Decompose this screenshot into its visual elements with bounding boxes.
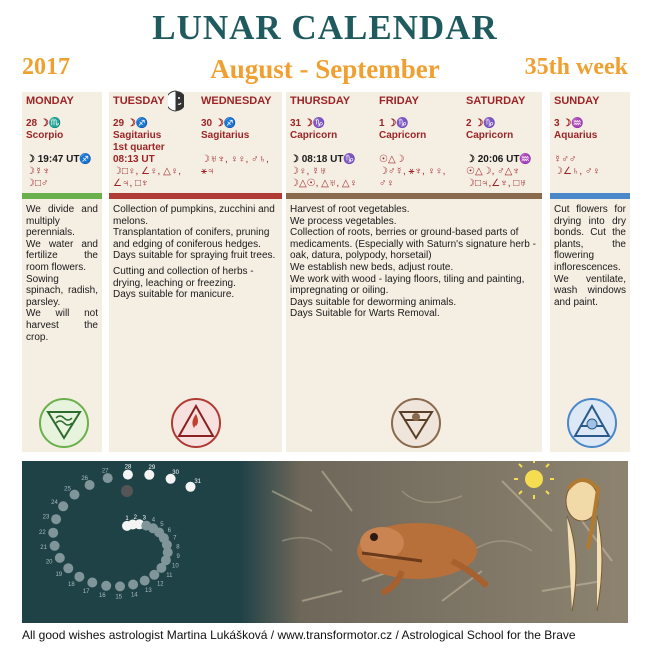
moon-phase-dot xyxy=(51,514,61,524)
moon-day-number: 30 xyxy=(172,469,179,476)
date-monday: 28 ☽♏ Scorpio xyxy=(26,118,64,141)
element-bar-fire xyxy=(109,193,282,199)
element-bar-earth xyxy=(286,193,542,199)
earth-element-icon xyxy=(391,398,441,448)
moon-day-number: 14 xyxy=(130,592,138,599)
moon-day-number: 28 xyxy=(124,464,132,471)
moon-phase-dot xyxy=(87,578,97,588)
moon-day-number: 26 xyxy=(81,475,89,482)
date-thursday: 31 ☽♑ Capricorn xyxy=(290,118,338,141)
moon-day-number: 13 xyxy=(145,588,152,594)
day-name-tuesday: TUESDAY xyxy=(113,95,165,107)
day-name-sunday: SUNDAY xyxy=(554,95,600,107)
moon-day-number: 25 xyxy=(64,486,71,493)
aspects-monday: ☽ 19:47 UT♐ ☽☿♆ ☽□♂ xyxy=(26,154,92,189)
day-name-monday: MONDAY xyxy=(26,95,74,107)
element-bar-water xyxy=(22,193,102,199)
moon-phase-dot xyxy=(115,581,125,591)
moon-phase-dot xyxy=(149,570,159,580)
moon-day-number: 29 xyxy=(148,465,156,471)
day-name-friday: FRIDAY xyxy=(379,95,419,107)
year-label: 2017 xyxy=(22,54,70,80)
moon-phase-dot xyxy=(103,473,113,483)
moon-day-number: 8 xyxy=(176,544,180,551)
footer-credits: All good wishes astrologist Martina Lukášková / www.transformotor.cz / Astrological School for the Brave xyxy=(22,628,576,642)
page-title: LUNAR CALENDAR xyxy=(152,8,498,47)
water-element-icon xyxy=(39,398,89,448)
moon-day-number: 11 xyxy=(166,573,173,580)
moon-day-number: 2 xyxy=(133,514,137,521)
moon-day-number: 24 xyxy=(51,499,58,506)
moon-face-icon xyxy=(168,90,184,117)
advice-thu-sat: Harvest of root vegetables. We process vegetables. Collection of roots, berries or ground-based parts of medicaments. (Especially with Saturn's signature herb - oak, datura, polypody, horsetail) We establish new beds, adjust route. We work with wood - laying floors, tiling and painting, impregnating or oiling. Days suitable for deworming animals. Days Suitable for Warts Removal. xyxy=(290,204,536,320)
months-label: August - September xyxy=(210,54,440,84)
moon-phase-dot xyxy=(50,541,60,551)
advice-monday: We divide and multiply perennials. We water and fertilize the room flowers. Sowing spinach, radish, parsley. We will not harvest the crop. xyxy=(26,204,98,343)
moon-day-number: 18 xyxy=(68,581,75,588)
moon-day-number: 12 xyxy=(156,581,164,588)
aspects-tuesday: ☽□♀, ∠♀, △♀, ∠♃, □♆ xyxy=(113,166,182,189)
moon-day-number: 6 xyxy=(167,528,171,534)
week-label: 35th week xyxy=(524,54,628,80)
moon-phase-dot xyxy=(74,572,84,582)
date-wednesday: 30 ☽♐ Sagitarius xyxy=(201,118,250,141)
moon-phase-dot xyxy=(70,490,80,500)
moon-day-number: 23 xyxy=(42,514,50,521)
air-element-icon xyxy=(567,398,617,448)
day-name-saturday: SATURDAY xyxy=(466,95,526,107)
moon-day-number: 9 xyxy=(176,554,180,560)
date-tuesday: 29 ☽♐ Sagitarius 1st quarter 08:13 UT xyxy=(113,118,165,165)
fire-element-icon xyxy=(171,398,221,448)
moon-day-number: 15 xyxy=(115,594,123,601)
moon-day-number: 16 xyxy=(98,593,106,600)
moon-phase-dot xyxy=(140,576,150,586)
aspects-friday: ☉△☽ ☽♂☿, ⚹♆, ♀♀, ♂♀ xyxy=(379,154,446,189)
moon-day-number: 10 xyxy=(172,563,179,570)
moon-day-number: 22 xyxy=(39,530,46,536)
moon-day-number: 17 xyxy=(82,589,90,595)
aspects-sunday: ☿♂♂ ☽∠♄, ♂♀ xyxy=(554,154,600,177)
date-friday: 1 ☽♑ Capricorn xyxy=(379,118,427,141)
advice-tue-wed: Collection of pumpkins, zucchini and melons. Transplantation of conifers, pruning and edging of coniferous hedges. Days suitable for spraying fruit trees. Cutting and collection of herbs - drying, leaching or freezing. Days suitable for manicure. xyxy=(113,204,276,301)
moon-phase-dot xyxy=(101,581,111,591)
moon-day-number: 4 xyxy=(151,517,156,524)
moon-day-number: 27 xyxy=(101,468,109,475)
moon-day-number: 20 xyxy=(45,559,53,566)
moon-day-number: 7 xyxy=(173,535,177,542)
moon-day-number: 5 xyxy=(160,521,164,528)
moon-phase-dot xyxy=(58,501,68,511)
aspects-saturday: ☽ 20:06 UT♒ ☉△☽, ♂△♆ ☽□♃,∠♆, □♅ xyxy=(466,154,532,189)
moon-day-number: 21 xyxy=(40,545,47,552)
moon-phase-dot xyxy=(128,580,138,590)
moon-day-number: 1 xyxy=(125,515,129,522)
aspects-wednesday: ☽♅♆, ♀♀, ♂♄, ⚹♃ xyxy=(201,154,269,177)
moon-day-number: 3 xyxy=(142,515,146,522)
moon-phase-photo-banner xyxy=(22,461,628,623)
date-sunday: 3 ☽♒ Aquarius xyxy=(554,118,598,141)
date-saturday: 2 ☽♑ Capricorn xyxy=(466,118,514,141)
moon-phase-dot xyxy=(123,470,133,480)
moon-phase-dot xyxy=(144,470,154,480)
moon-day-number: 19 xyxy=(55,571,63,578)
moon-phase-dot xyxy=(48,528,58,538)
day-name-thursday: THURSDAY xyxy=(290,95,351,107)
moon-phase-dot xyxy=(55,553,65,563)
moon-phase-dot xyxy=(63,563,73,573)
aspects-thursday: ☽ 08:18 UT♑ ☽♀, ☿♅ ☽△☉, △♅, △♀ xyxy=(290,154,358,189)
element-bar-air xyxy=(550,193,630,199)
moon-day-number: 31 xyxy=(194,478,202,485)
advice-sunday: Cut flowers for drying into dry bonds. Cut the plants, the flowering inflorescences. We ventilate, wash windows and paint. xyxy=(554,204,626,308)
new-moon-icon xyxy=(121,485,133,497)
day-name-wednesday: WEDNESDAY xyxy=(201,95,272,107)
